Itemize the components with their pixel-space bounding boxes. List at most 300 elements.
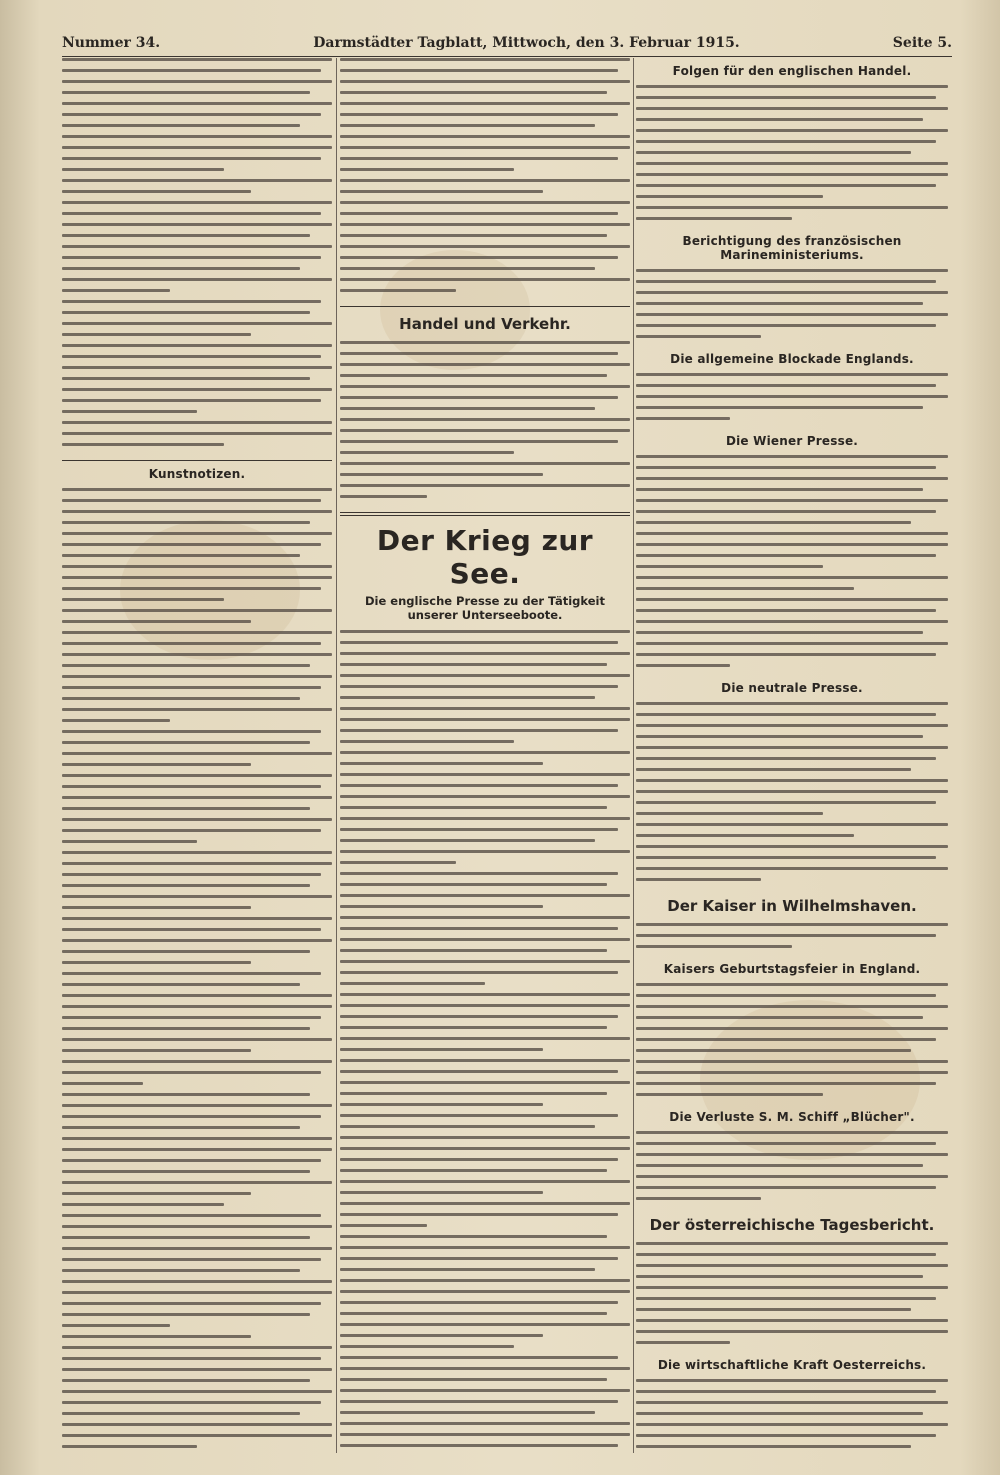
text-line	[340, 146, 630, 149]
section-heading-tagesbericht: Der österreichische Tagesbericht.	[649, 1216, 935, 1234]
text-line	[636, 878, 761, 881]
text-line	[62, 653, 332, 656]
text-line	[62, 1071, 321, 1074]
text-line	[340, 762, 543, 765]
text-line	[636, 499, 948, 502]
text-line	[62, 917, 332, 920]
text-line	[340, 1103, 543, 1106]
text-line	[636, 576, 948, 579]
text-line	[636, 384, 936, 387]
text-line	[62, 443, 224, 446]
text-line	[62, 1302, 321, 1305]
text-line	[340, 652, 630, 655]
text-line	[62, 1258, 321, 1261]
text-line	[340, 1125, 595, 1128]
text-line	[636, 488, 923, 491]
article-body	[636, 85, 948, 228]
text-line	[340, 223, 630, 226]
text-line	[636, 532, 948, 535]
text-line	[340, 630, 630, 633]
text-line	[62, 1214, 321, 1217]
text-line	[636, 702, 948, 705]
text-line	[340, 407, 595, 410]
text-line	[340, 1191, 543, 1194]
text-line	[636, 631, 923, 634]
text-line	[636, 1286, 948, 1289]
text-line	[340, 971, 618, 974]
text-line	[636, 96, 936, 99]
text-line	[636, 1071, 948, 1074]
text-line	[636, 609, 936, 612]
text-line	[62, 113, 321, 116]
text-line	[340, 828, 618, 831]
text-line	[636, 845, 948, 848]
text-line	[340, 1180, 630, 1183]
text-line	[636, 129, 948, 132]
article-body	[636, 983, 948, 1104]
text-line	[636, 324, 936, 327]
column-2	[340, 58, 630, 1453]
text-line	[636, 1197, 761, 1200]
text-line	[636, 543, 948, 546]
text-line	[340, 212, 618, 215]
text-line	[340, 905, 543, 908]
text-line	[340, 1367, 630, 1370]
text-line	[62, 1016, 321, 1019]
text-line	[62, 124, 300, 127]
text-line	[62, 1049, 251, 1052]
text-line	[636, 466, 936, 469]
article-body	[636, 269, 948, 346]
text-line	[62, 829, 321, 832]
text-line	[62, 741, 310, 744]
text-line	[340, 462, 630, 465]
text-line	[62, 642, 321, 645]
text-line	[340, 1301, 618, 1304]
text-line	[636, 554, 936, 557]
text-line	[636, 757, 936, 760]
text-line	[636, 1341, 730, 1344]
text-line	[62, 322, 332, 325]
text-line	[62, 543, 321, 546]
text-line	[62, 1346, 332, 1349]
section-heading-wiener-presse: Die Wiener Presse.	[725, 434, 859, 448]
text-line	[636, 313, 948, 316]
text-line	[636, 1142, 936, 1145]
text-line	[636, 406, 923, 409]
text-line	[636, 1186, 936, 1189]
text-line	[636, 620, 948, 623]
text-line	[340, 850, 630, 853]
text-line	[62, 157, 321, 160]
text-line	[62, 774, 332, 777]
text-line	[636, 1264, 948, 1267]
text-line	[340, 1400, 618, 1403]
text-line	[340, 1334, 543, 1337]
text-line	[340, 1048, 543, 1051]
text-line	[62, 1181, 332, 1184]
text-line	[636, 1153, 948, 1156]
text-line	[62, 972, 321, 975]
text-line	[62, 399, 321, 402]
text-line	[340, 696, 595, 699]
text-line	[340, 960, 630, 963]
text-line	[340, 894, 630, 897]
text-line	[62, 818, 332, 821]
text-line	[636, 1164, 923, 1167]
text-line	[340, 982, 485, 985]
text-line	[636, 1082, 936, 1085]
text-line	[340, 1081, 630, 1084]
section-heading-handel: Handel und Verkehr.	[399, 315, 571, 333]
text-line	[340, 484, 630, 487]
article-body	[636, 1379, 948, 1453]
article-body	[62, 488, 332, 1453]
text-line	[340, 839, 595, 842]
headline-krieg-zur-see: Der Krieg zur See.	[376, 524, 594, 590]
text-line	[636, 151, 911, 154]
text-line	[636, 335, 761, 338]
text-line	[62, 587, 321, 590]
text-line	[340, 102, 630, 105]
masthead: Darmstädter Tagblatt, Mittwoch, den 3. Februar 1915.	[313, 35, 740, 51]
text-line	[636, 1379, 948, 1382]
text-line	[340, 1312, 607, 1315]
text-line	[340, 1444, 618, 1447]
text-line	[62, 609, 332, 612]
text-line	[636, 1434, 936, 1437]
text-line	[62, 1412, 300, 1415]
text-line	[636, 1330, 948, 1333]
text-line	[62, 686, 321, 689]
text-line	[62, 1159, 321, 1162]
text-line	[340, 663, 607, 666]
text-line	[636, 994, 936, 997]
text-line	[636, 417, 730, 420]
text-line	[340, 495, 427, 498]
text-line	[340, 1246, 630, 1249]
text-line	[62, 906, 251, 909]
text-line	[62, 300, 321, 303]
text-line	[62, 1445, 197, 1448]
text-line	[636, 587, 854, 590]
text-line	[62, 179, 332, 182]
text-line	[636, 1242, 948, 1245]
text-line	[62, 355, 321, 358]
page-number: Seite 5.	[892, 35, 952, 51]
text-line	[636, 768, 911, 771]
text-line	[636, 812, 823, 815]
text-line	[62, 983, 300, 986]
text-line	[340, 1169, 607, 1172]
text-line	[62, 1104, 332, 1107]
text-line	[62, 862, 332, 865]
text-line	[636, 1275, 923, 1278]
text-line	[636, 1093, 823, 1096]
text-line	[62, 675, 332, 678]
text-line	[340, 993, 630, 996]
issue-number: Nummer 34.	[62, 35, 161, 51]
section-heading-berichtigung: Berichtigung des französischen Marineministeriums.	[682, 234, 902, 262]
text-line	[340, 1411, 595, 1414]
text-line	[62, 1027, 310, 1030]
text-line	[636, 455, 948, 458]
text-line	[62, 1082, 143, 1085]
text-line	[62, 895, 332, 898]
text-line	[62, 135, 332, 138]
text-line	[62, 344, 332, 347]
text-line	[340, 883, 607, 886]
text-line	[62, 1379, 310, 1382]
text-line	[62, 91, 310, 94]
article-body	[340, 58, 630, 300]
article-body	[636, 373, 948, 428]
text-line	[62, 1401, 321, 1404]
text-line	[62, 432, 332, 435]
text-line	[340, 267, 595, 270]
text-line	[636, 653, 936, 656]
text-line	[636, 1016, 923, 1019]
text-line	[340, 1059, 630, 1062]
text-line	[340, 1433, 630, 1436]
text-line	[62, 1236, 310, 1239]
text-line	[62, 664, 310, 667]
text-line	[636, 1297, 936, 1300]
text-line	[636, 1412, 923, 1415]
text-line	[62, 851, 332, 854]
column-1	[62, 58, 332, 1453]
text-line	[340, 916, 630, 919]
text-line	[62, 410, 197, 413]
divider	[62, 460, 332, 461]
text-line	[62, 752, 332, 755]
text-line	[340, 795, 630, 798]
text-line	[636, 521, 911, 524]
text-line	[636, 1131, 948, 1134]
text-line	[62, 763, 251, 766]
text-line	[340, 729, 618, 732]
article-body	[636, 1131, 948, 1208]
section-heading-kaiser-wilhelmshaven: Der Kaiser in Wilhelmshaven.	[667, 897, 917, 915]
text-line	[62, 785, 321, 788]
text-line	[340, 91, 607, 94]
text-line	[340, 179, 630, 182]
text-line	[340, 751, 630, 754]
text-line	[62, 807, 310, 810]
text-line	[636, 724, 948, 727]
text-line	[340, 1136, 630, 1139]
text-line	[340, 1323, 630, 1326]
text-line	[62, 950, 310, 953]
text-line	[62, 730, 321, 733]
text-line	[340, 1004, 630, 1007]
text-line	[340, 1213, 618, 1216]
text-line	[340, 806, 607, 809]
text-line	[62, 69, 321, 72]
text-line	[340, 1422, 630, 1425]
section-heading-wirtschaft: Die wirtschaftliche Kraft Oesterreichs.	[657, 1358, 927, 1372]
text-line	[340, 80, 630, 83]
text-line	[62, 598, 224, 601]
text-line	[636, 510, 936, 513]
text-line	[62, 201, 332, 204]
text-line	[62, 499, 321, 502]
text-line	[636, 1423, 948, 1426]
article-body	[62, 58, 332, 454]
text-line	[340, 245, 630, 248]
text-line	[636, 140, 936, 143]
text-line	[340, 1356, 618, 1359]
text-line	[636, 206, 948, 209]
text-line	[340, 1092, 607, 1095]
text-line	[636, 269, 948, 272]
text-line	[636, 395, 948, 398]
text-line	[62, 631, 332, 634]
text-line	[636, 1005, 948, 1008]
text-line	[340, 1015, 618, 1018]
column-rule	[633, 58, 634, 1453]
text-line	[636, 1308, 911, 1311]
text-line	[62, 234, 310, 237]
text-line	[340, 1279, 630, 1282]
text-line	[62, 1313, 310, 1316]
text-line	[340, 256, 618, 259]
text-line	[340, 473, 543, 476]
text-line	[62, 1137, 332, 1140]
text-line	[340, 718, 630, 721]
text-line	[340, 429, 630, 432]
text-line	[62, 1093, 310, 1096]
text-line	[340, 1257, 618, 1260]
text-line	[340, 784, 618, 787]
text-line	[62, 1280, 332, 1283]
text-line	[340, 451, 514, 454]
text-line	[636, 162, 948, 165]
text-line	[636, 1390, 936, 1393]
text-line	[636, 1038, 936, 1041]
text-line	[62, 1368, 332, 1371]
text-line	[340, 363, 630, 366]
text-line	[340, 440, 618, 443]
text-line	[636, 867, 948, 870]
text-line	[636, 983, 948, 986]
text-line	[636, 642, 948, 645]
text-line	[340, 289, 456, 292]
article-body	[636, 1242, 948, 1352]
subheadline-englische-presse: Die englische Presse zu der Tätigkeit unserer Unterseeboote.	[365, 594, 605, 622]
text-line	[340, 374, 607, 377]
text-line	[62, 576, 332, 579]
text-line	[340, 1345, 514, 1348]
text-line	[340, 157, 618, 160]
text-line	[340, 1026, 607, 1029]
text-line	[340, 861, 456, 864]
divider	[340, 306, 630, 307]
column-rule	[336, 58, 337, 1453]
text-line	[636, 664, 730, 667]
text-line	[62, 245, 332, 248]
article-body	[636, 455, 948, 675]
text-line	[636, 217, 792, 220]
text-line	[340, 1290, 630, 1293]
text-line	[62, 311, 310, 314]
text-line	[340, 396, 618, 399]
text-line	[340, 58, 630, 61]
text-line	[636, 280, 936, 283]
text-line	[62, 190, 251, 193]
article-body	[636, 702, 948, 889]
text-line	[636, 1445, 911, 1448]
text-line	[636, 735, 923, 738]
divider	[340, 512, 630, 516]
text-line	[340, 1147, 630, 1150]
text-line	[636, 291, 948, 294]
text-line	[62, 1005, 332, 1008]
text-line	[340, 927, 618, 930]
text-line	[62, 1192, 251, 1195]
text-line	[62, 994, 332, 997]
text-line	[636, 779, 948, 782]
text-line	[340, 938, 630, 941]
text-line	[340, 135, 630, 138]
text-line	[636, 118, 923, 121]
text-line	[62, 212, 321, 215]
text-line	[340, 641, 618, 644]
text-line	[340, 1070, 618, 1073]
text-line	[340, 1037, 630, 1040]
text-line	[62, 1423, 332, 1426]
text-line	[636, 790, 948, 793]
text-line	[62, 1203, 224, 1206]
text-line	[62, 840, 197, 843]
text-line	[340, 1389, 630, 1392]
text-line	[340, 278, 630, 281]
text-line	[340, 872, 618, 875]
text-line	[340, 773, 630, 776]
text-line	[62, 58, 332, 61]
text-line	[62, 1434, 332, 1437]
text-line	[636, 195, 823, 198]
text-line	[636, 565, 823, 568]
text-line	[62, 223, 332, 226]
section-heading-folgen: Folgen für den englischen Handel.	[672, 64, 912, 78]
text-line	[62, 1324, 170, 1327]
text-line	[340, 69, 618, 72]
text-line	[62, 884, 310, 887]
text-line	[340, 1235, 607, 1238]
page-header	[62, 30, 952, 57]
article-body	[636, 923, 948, 956]
text-line	[636, 302, 923, 305]
text-line	[340, 740, 514, 743]
text-line	[62, 278, 332, 281]
text-line	[62, 708, 332, 711]
text-line	[636, 184, 936, 187]
text-line	[340, 168, 514, 171]
text-line	[636, 1175, 948, 1178]
text-line	[62, 267, 300, 270]
text-line	[636, 1027, 948, 1030]
text-line	[340, 201, 630, 204]
text-line	[636, 801, 936, 804]
text-line	[636, 477, 948, 480]
column-3	[636, 58, 948, 1453]
text-line	[636, 107, 948, 110]
text-line	[340, 124, 595, 127]
text-line	[340, 1202, 630, 1205]
text-line	[62, 1126, 300, 1129]
text-line	[62, 796, 332, 799]
